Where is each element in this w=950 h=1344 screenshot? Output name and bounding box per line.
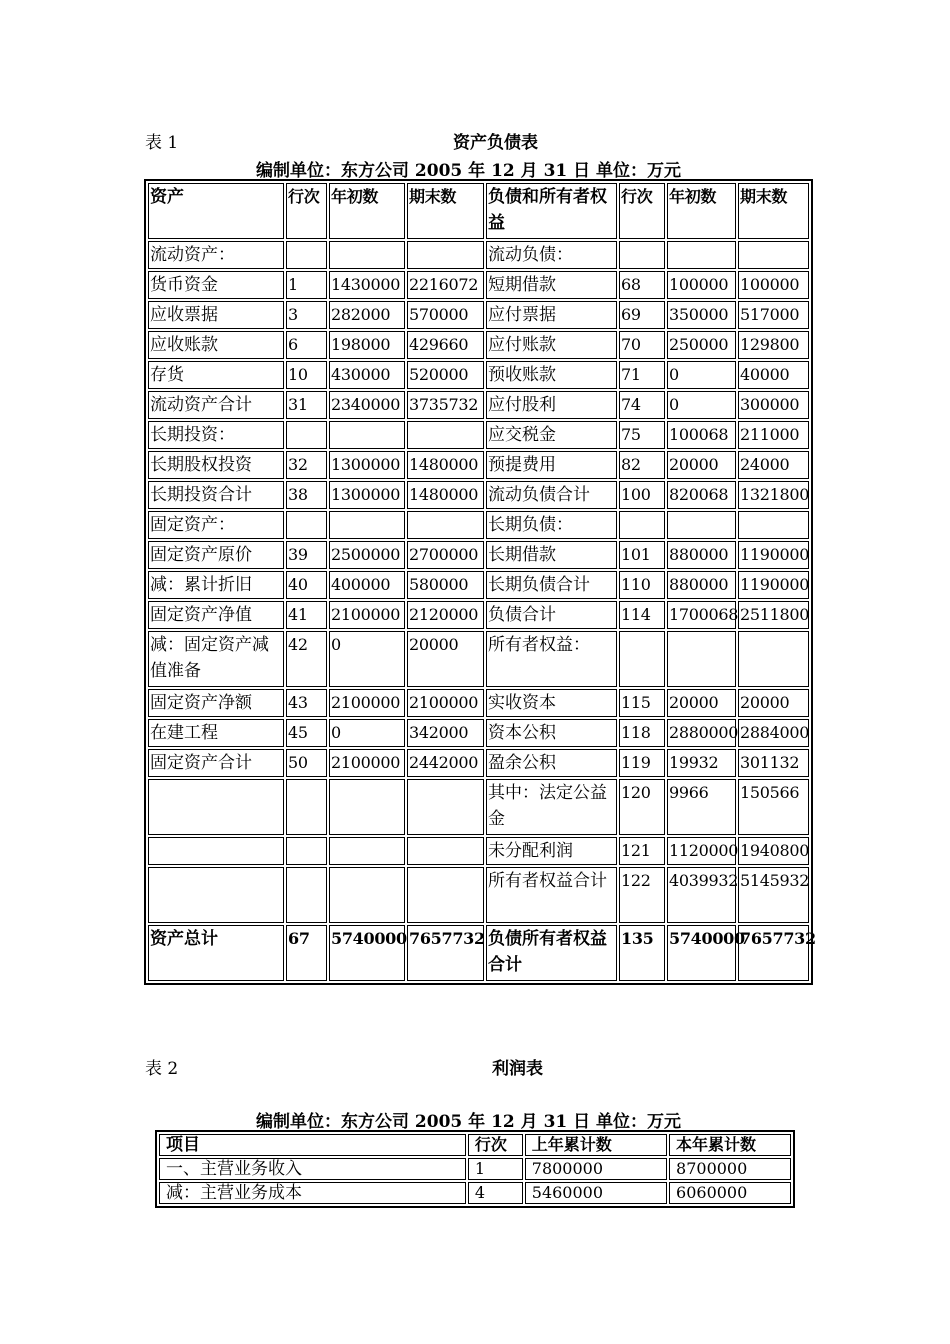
table-cell: 流动资产：	[148, 241, 284, 269]
column-header: 期末数	[738, 183, 809, 239]
table-cell: 100	[619, 481, 665, 509]
table-cell: 350000	[667, 301, 736, 329]
table-cell	[148, 867, 284, 923]
table-cell: 2120000	[407, 601, 484, 629]
table-cell: 7800000	[525, 1158, 667, 1180]
table-cell: 2100000	[329, 601, 405, 629]
table-cell: 0	[329, 631, 405, 687]
profit-statement-subtitle: 编制单位：东方公司 2005 年 12 月 31 日 单位：万元	[256, 1112, 682, 1132]
table-cell: 长期负债合计	[486, 571, 617, 599]
table-cell: 7657732	[738, 925, 809, 981]
table-cell	[667, 241, 736, 269]
table-cell: 4039932	[667, 867, 736, 923]
table-cell: 150566	[738, 779, 809, 835]
table-cell: 1120000	[667, 837, 736, 865]
table-cell: 减：主营业务成本	[159, 1182, 466, 1204]
table-cell: 101	[619, 541, 665, 569]
table-cell: 135	[619, 925, 665, 981]
table-cell: 存货	[148, 361, 284, 389]
table-cell: 长期负债：	[486, 511, 617, 539]
profit-statement-title: 利润表	[492, 1059, 543, 1079]
table-cell: 应收账款	[148, 331, 284, 359]
table-cell	[738, 631, 809, 687]
table-cell: 40	[286, 571, 327, 599]
balance-sheet-title: 资产负债表	[453, 133, 538, 153]
table-cell: 5740000	[667, 925, 736, 981]
table-cell	[329, 511, 405, 539]
table-cell: 2216072	[407, 271, 484, 299]
table-cell: 预提费用	[486, 451, 617, 479]
table-cell: 3735732	[407, 391, 484, 419]
table-cell: 570000	[407, 301, 484, 329]
table-row	[148, 421, 809, 449]
table-cell: 122	[619, 867, 665, 923]
table-cell: 40000	[738, 361, 809, 389]
table-cell: 1430000	[329, 271, 405, 299]
table-cell: 2700000	[407, 541, 484, 569]
table-cell	[738, 511, 809, 539]
table-cell: 6060000	[669, 1182, 791, 1204]
table-cell: 820068	[667, 481, 736, 509]
total-row	[148, 925, 809, 981]
table-cell	[286, 779, 327, 835]
table-cell: 其中：法定公益金	[486, 779, 617, 835]
table-cell: 121	[619, 837, 665, 865]
table-cell: 应付票据	[486, 301, 617, 329]
table-cell: 520000	[407, 361, 484, 389]
table-cell	[286, 867, 327, 923]
table-cell: 减：固定资产减值准备	[148, 631, 284, 687]
table-cell: 580000	[407, 571, 484, 599]
table-cell	[148, 779, 284, 835]
table-cell: 9966	[667, 779, 736, 835]
table-cell	[329, 241, 405, 269]
column-header: 年初数	[667, 183, 736, 239]
table-cell	[407, 779, 484, 835]
column-header: 行次	[286, 183, 327, 239]
column-header: 年初数	[329, 183, 405, 239]
table-cell: 119	[619, 749, 665, 777]
profit-statement-table	[155, 1130, 795, 1208]
table-cell: 一、主营业务收入	[159, 1158, 466, 1180]
table-cell: 74	[619, 391, 665, 419]
table-cell: 100000	[667, 271, 736, 299]
table-cell: 短期借款	[486, 271, 617, 299]
table-cell: 69	[619, 301, 665, 329]
table-cell: 20000	[667, 451, 736, 479]
table-cell: 1300000	[329, 481, 405, 509]
table-cell	[329, 837, 405, 865]
table-cell: 1300000	[329, 451, 405, 479]
table-cell: 1480000	[407, 451, 484, 479]
table-row	[148, 631, 809, 687]
table-row	[148, 481, 809, 509]
table-cell	[407, 241, 484, 269]
table-row	[148, 301, 809, 329]
table-row	[148, 779, 809, 835]
table-cell: 2100000	[407, 689, 484, 717]
table-cell: 0	[667, 361, 736, 389]
table-cell: 5460000	[525, 1182, 667, 1204]
table-cell	[148, 837, 284, 865]
table-cell: 24000	[738, 451, 809, 479]
table-cell: 3	[286, 301, 327, 329]
table-row	[148, 361, 809, 389]
table-cell: 42	[286, 631, 327, 687]
table-cell: 固定资产净值	[148, 601, 284, 629]
table-cell: 301132	[738, 749, 809, 777]
table-cell: 固定资产原价	[148, 541, 284, 569]
table-row	[148, 689, 809, 717]
table-cell: 流动负债：	[486, 241, 617, 269]
table-cell: 6	[286, 331, 327, 359]
table-cell	[329, 779, 405, 835]
table-cell: 1	[468, 1158, 523, 1180]
table-cell	[667, 511, 736, 539]
table-cell	[407, 867, 484, 923]
table-cell: 120	[619, 779, 665, 835]
column-header: 行次	[619, 183, 665, 239]
table-header-row	[148, 183, 809, 239]
table-row	[148, 451, 809, 479]
table-cell: 1940800	[738, 837, 809, 865]
table-cell: 31	[286, 391, 327, 419]
table-cell	[286, 837, 327, 865]
table-cell: 2100000	[329, 689, 405, 717]
table-cell: 129800	[738, 331, 809, 359]
table-cell: 82	[619, 451, 665, 479]
table-cell: 应交税金	[486, 421, 617, 449]
table-row	[148, 837, 809, 865]
table-cell: 5145932	[738, 867, 809, 923]
table-row	[148, 511, 809, 539]
table-cell: 517000	[738, 301, 809, 329]
table-cell: 211000	[738, 421, 809, 449]
table-cell: 0	[329, 719, 405, 747]
table-cell: 71	[619, 361, 665, 389]
table-cell	[619, 241, 665, 269]
table-row	[148, 719, 809, 747]
table-cell: 880000	[667, 541, 736, 569]
table-cell	[407, 837, 484, 865]
table-cell: 430000	[329, 361, 405, 389]
table-cell	[286, 421, 327, 449]
table-cell: 所有者权益：	[486, 631, 617, 687]
table-cell: 39	[286, 541, 327, 569]
table-cell: 5740000	[329, 925, 405, 981]
table-row	[148, 391, 809, 419]
table-cell: 长期借款	[486, 541, 617, 569]
table-cell: 300000	[738, 391, 809, 419]
table-cell	[667, 631, 736, 687]
table-cell	[329, 421, 405, 449]
table-header-row	[159, 1134, 791, 1156]
table-cell: 19932	[667, 749, 736, 777]
table-cell: 41	[286, 601, 327, 629]
table-row	[148, 749, 809, 777]
table-cell: 0	[667, 391, 736, 419]
table-cell	[738, 241, 809, 269]
table-cell: 20000	[407, 631, 484, 687]
table-cell: 2500000	[329, 541, 405, 569]
column-header: 行次	[468, 1134, 523, 1156]
table-cell: 7657732	[407, 925, 484, 981]
table-cell	[619, 631, 665, 687]
table-cell: 负债合计	[486, 601, 617, 629]
table-cell: 应付股利	[486, 391, 617, 419]
table-row	[148, 867, 809, 923]
table-cell: 8700000	[669, 1158, 791, 1180]
table-cell	[286, 241, 327, 269]
column-header: 本年累计数	[669, 1134, 791, 1156]
table-cell: 在建工程	[148, 719, 284, 747]
table-cell: 盈余公积	[486, 749, 617, 777]
table-cell: 预收账款	[486, 361, 617, 389]
table-cell: 2100000	[329, 749, 405, 777]
table-cell	[329, 867, 405, 923]
table-cell: 70	[619, 331, 665, 359]
table-cell	[407, 511, 484, 539]
table-row	[148, 571, 809, 599]
table-cell: 100068	[667, 421, 736, 449]
table-cell: 流动资产合计	[148, 391, 284, 419]
table-row	[148, 541, 809, 569]
table-cell: 应付账款	[486, 331, 617, 359]
table-cell: 资本公积	[486, 719, 617, 747]
table-cell: 429660	[407, 331, 484, 359]
column-header: 上年累计数	[525, 1134, 667, 1156]
table-cell: 未分配利润	[486, 837, 617, 865]
table-cell: 67	[286, 925, 327, 981]
table-cell: 所有者权益合计	[486, 867, 617, 923]
table-cell	[407, 421, 484, 449]
table-cell: 4	[468, 1182, 523, 1204]
table-cell: 342000	[407, 719, 484, 747]
table-cell: 1190000	[738, 541, 809, 569]
table-cell: 1700068	[667, 601, 736, 629]
table-cell: 2442000	[407, 749, 484, 777]
table-cell: 50	[286, 749, 327, 777]
column-header: 期末数	[407, 183, 484, 239]
column-header: 资产	[148, 183, 284, 239]
table-cell: 货币资金	[148, 271, 284, 299]
table-cell: 32	[286, 451, 327, 479]
table-cell: 2880000	[667, 719, 736, 747]
table-cell	[286, 511, 327, 539]
table-cell: 110	[619, 571, 665, 599]
column-header: 项目	[159, 1134, 466, 1156]
table-cell: 115	[619, 689, 665, 717]
table-cell: 10	[286, 361, 327, 389]
table-row	[148, 601, 809, 629]
table-cell: 198000	[329, 331, 405, 359]
column-header: 负债和所有者权益	[486, 183, 617, 239]
balance-sheet-subtitle: 编制单位：东方公司 2005 年 12 月 31 日 单位：万元	[256, 161, 682, 181]
table-cell: 2884000	[738, 719, 809, 747]
table-cell: 长期投资：	[148, 421, 284, 449]
table-row	[148, 241, 809, 269]
table-cell: 68	[619, 271, 665, 299]
table-cell: 实收资本	[486, 689, 617, 717]
table-cell: 114	[619, 601, 665, 629]
table-cell: 2340000	[329, 391, 405, 419]
table-cell: 880000	[667, 571, 736, 599]
table-cell: 1	[286, 271, 327, 299]
balance-sheet-table	[144, 179, 816, 985]
table1-label: 表 1	[145, 133, 179, 153]
table-cell: 400000	[329, 571, 405, 599]
table-cell: 20000	[738, 689, 809, 717]
table-row	[148, 271, 809, 299]
table-cell: 长期投资合计	[148, 481, 284, 509]
table-cell: 固定资产：	[148, 511, 284, 539]
table-row	[159, 1182, 791, 1204]
table-cell: 长期股权投资	[148, 451, 284, 479]
table-cell: 1480000	[407, 481, 484, 509]
table-row	[148, 331, 809, 359]
table-cell: 282000	[329, 301, 405, 329]
table-cell: 流动负债合计	[486, 481, 617, 509]
table-cell: 减：累计折旧	[148, 571, 284, 599]
table-cell: 20000	[667, 689, 736, 717]
table-row	[159, 1158, 791, 1180]
table-cell: 固定资产净额	[148, 689, 284, 717]
table-cell: 负债所有者权益合计	[486, 925, 617, 981]
table-cell: 2511800	[738, 601, 809, 629]
table-cell: 资产总计	[148, 925, 284, 981]
table-cell	[619, 511, 665, 539]
table-cell: 固定资产合计	[148, 749, 284, 777]
table-cell: 45	[286, 719, 327, 747]
table2-label: 表 2	[145, 1059, 179, 1079]
table-cell: 75	[619, 421, 665, 449]
table-cell: 118	[619, 719, 665, 747]
table-cell: 38	[286, 481, 327, 509]
table-cell: 1190000	[738, 571, 809, 599]
table-cell: 250000	[667, 331, 736, 359]
table-cell: 1321800	[738, 481, 809, 509]
table-cell: 43	[286, 689, 327, 717]
table-cell: 100000	[738, 271, 809, 299]
table-cell: 应收票据	[148, 301, 284, 329]
